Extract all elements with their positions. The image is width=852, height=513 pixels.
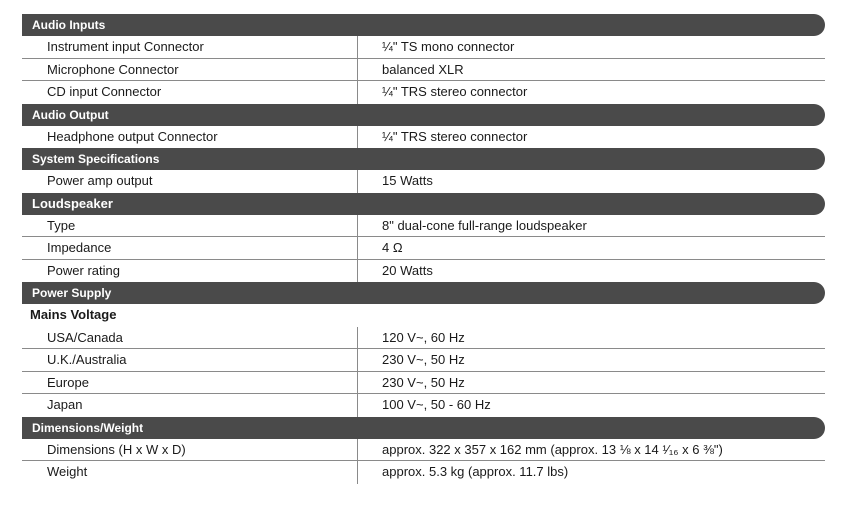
spec-value: 15 Watts: [357, 170, 825, 193]
spec-row: [22, 327, 825, 350]
section-header-dimensions-weight: Dimensions/Weight: [22, 417, 825, 439]
spec-row: [22, 81, 825, 104]
spec-label: Dimensions (H x W x D): [47, 441, 186, 457]
spec-value: 8" dual-cone full-range loudspeaker: [357, 215, 825, 237]
spec-label: Instrument input Connector: [47, 39, 204, 54]
spec-row: [22, 394, 825, 417]
section-header-system-specifications: System Specifications: [22, 148, 825, 170]
spec-row: [22, 126, 825, 149]
spec-value: 230 V~, 50 Hz: [357, 372, 825, 394]
spec-value: 100 V~, 50 - 60 Hz: [357, 394, 825, 417]
spec-row: [22, 36, 825, 59]
spec-label: Microphone Connector: [47, 61, 179, 77]
spec-table: [22, 14, 825, 484]
spec-label: Type: [47, 217, 76, 233]
spec-value: 20 Watts: [357, 260, 825, 283]
spec-label: Europe: [47, 374, 89, 390]
spec-value: balanced XLR: [357, 59, 825, 81]
spec-label: Headphone output Connector: [47, 128, 218, 144]
spec-row: [22, 372, 825, 395]
spec-value: approx. 322 x 357 x 162 mm (approx. 13 ⅛ x 14 ¹⁄₁₆ x 6 ⅜"): [357, 439, 825, 461]
spec-label: Weight: [47, 464, 88, 479]
spec-label: USA/Canada: [47, 329, 123, 345]
spec-label: Impedance: [47, 240, 112, 255]
spec-label: Japan: [47, 397, 83, 412]
spec-value: ¼" TS mono connector: [357, 36, 825, 58]
section-header-audio-output: Audio Output: [22, 104, 825, 126]
spec-value: 120 V~, 60 Hz: [357, 327, 825, 349]
section-header-loudspeaker: Loudspeaker: [22, 193, 825, 215]
spec-row: [22, 439, 825, 462]
spec-row: [22, 215, 825, 238]
spec-row: [22, 170, 825, 193]
spec-value: ¼" TRS stereo connector: [357, 81, 825, 104]
spec-value: ¼" TRS stereo connector: [357, 126, 825, 149]
section-header-power-supply: Power Supply: [22, 282, 825, 304]
subheading-mains-voltage: Mains Voltage: [30, 307, 117, 322]
section-header-audio-inputs: Audio Inputs: [22, 14, 825, 36]
spec-value: 4 Ω: [357, 237, 825, 259]
spec-label: Power rating: [47, 262, 120, 278]
spec-row: [22, 260, 825, 283]
spec-row: [22, 237, 825, 260]
spec-label: Power amp output: [47, 173, 153, 188]
spec-value: 230 V~, 50 Hz: [357, 349, 825, 371]
spec-row: [22, 59, 825, 82]
spec-label: CD input Connector: [47, 84, 162, 99]
spec-value: approx. 5.3 kg (approx. 11.7 lbs): [357, 461, 825, 484]
spec-row: [22, 461, 825, 484]
spec-row: [22, 349, 825, 372]
spec-label: U.K./Australia: [47, 352, 127, 367]
